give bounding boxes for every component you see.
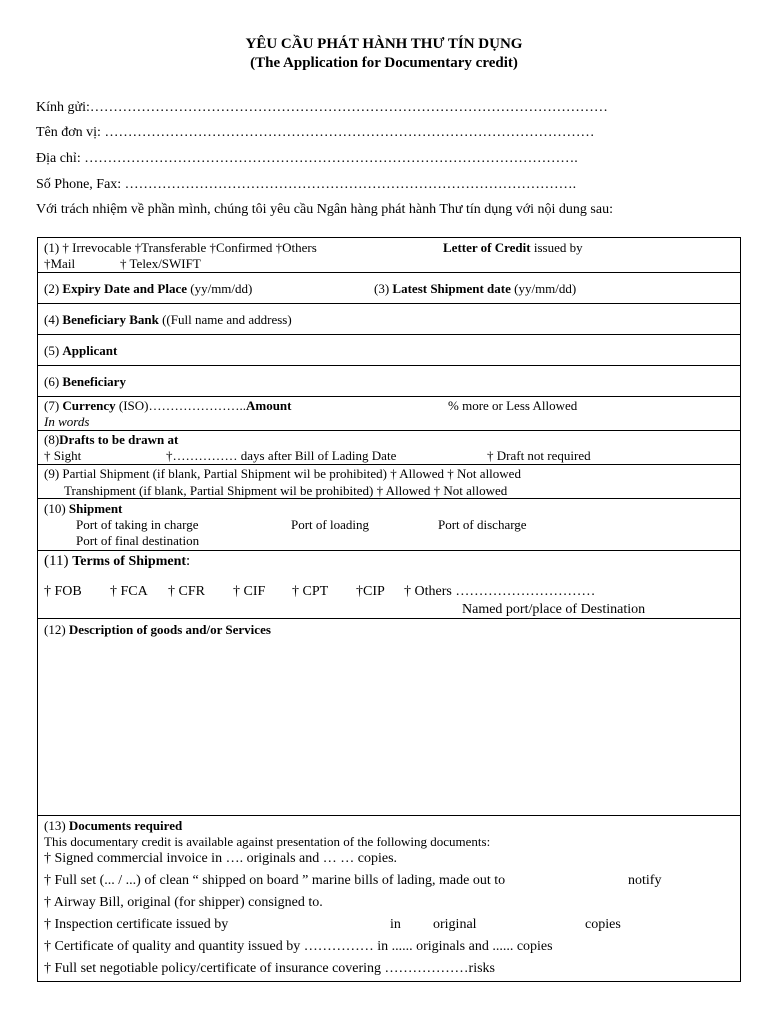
term-fca[interactable]: † FCA [110, 584, 148, 599]
form-title-vietnamese: YÊU CẦU PHÁT HÀNH THƯ TÍN DỤNG [245, 36, 523, 52]
doc-airway-bill[interactable]: † Airway Bill, original (for shipper) consigned to. [44, 895, 323, 910]
drafts-label: (8)Drafts to be drawn at [44, 432, 179, 447]
tolerance-label: % more or Less Allowed [448, 398, 578, 413]
term-cpt[interactable]: † CPT [292, 584, 329, 599]
row-documents-required [38, 816, 740, 983]
option-mail[interactable]: †Mail [44, 256, 76, 271]
row-shipment-ports [38, 499, 740, 551]
term-cip[interactable]: †CIP [356, 584, 385, 599]
row-partial-transhipment [38, 465, 740, 499]
port-taking-charge: Port of taking in charge [76, 517, 199, 532]
terms-of-shipment-label: (11) Terms of Shipment: [44, 553, 191, 569]
row-lc-type [38, 238, 740, 273]
lc-application-form [37, 237, 741, 982]
doc-inspection-copies: copies [585, 917, 621, 932]
expiry-date-label: (2) Expiry Date and Place (yy/mm/dd) [44, 281, 253, 296]
lc-issued-by-label: Letter of Credit issued by [443, 240, 583, 255]
applicant-label: (5) Applicant [44, 343, 118, 358]
intro-statement: Với trách nhiệm về phần mình, chúng tôi yêu cầu Ngân hàng phát hành Thư tín dụng với nội dung sau: [36, 202, 613, 217]
field-kinh-gui[interactable]: Kính gửi:………………………………………………………………………………………………… [36, 100, 608, 115]
latest-shipment-label: (3) Latest Shipment date (yy/mm/dd) [374, 281, 577, 296]
form-title-english: (The Application for Documentary credit) [250, 55, 518, 71]
option-days-after-bl[interactable]: †…………… days after Bill of Lading Date [166, 448, 397, 463]
row-beneficiary [38, 366, 740, 397]
transhipment-options[interactable]: Transhipment (if blank, Partial Shipment wil be prohibited) † Allowed † Not allowed [64, 483, 508, 498]
option-draft-not-required[interactable]: † Draft not required [487, 448, 591, 463]
option-telex-swift[interactable]: † Telex/SWIFT [120, 256, 201, 271]
beneficiary-label: (6) Beneficiary [44, 374, 126, 389]
field-phone-fax[interactable]: Số Phone, Fax: ……………………………………………………………………………………. [36, 177, 577, 192]
beneficiary-bank-label: (4) Beneficiary Bank ((Full name and address) [44, 312, 292, 327]
term-fob[interactable]: † FOB [44, 584, 82, 599]
row-beneficiary-bank [38, 304, 740, 335]
currency-label: (7) Currency (ISO)…………………..Amount [44, 398, 292, 413]
row-drafts [38, 431, 740, 465]
shipment-label: (10) Shipment [44, 501, 123, 516]
row-terms-of-shipment [38, 551, 740, 619]
lc-type-options[interactable]: (1) † Irrevocable †Transferable †Confirmed †Others [44, 240, 317, 255]
documents-intro: This documentary credit is available against presentation of the following documents: [44, 834, 491, 849]
doc-inspection-in: in [390, 917, 401, 932]
row-currency-amount [38, 397, 740, 431]
description-goods-label: (12) Description of goods and/or Services [44, 622, 271, 637]
doc-commercial-invoice[interactable]: † Signed commercial invoice in …. originals and … … copies. [44, 851, 398, 866]
row-expiry-shipment [38, 273, 740, 304]
doc-inspection-original: original [433, 917, 477, 932]
field-ten-don-vi[interactable]: Tên đơn vị: …………………………………………………………………………………………… [36, 125, 595, 140]
term-others[interactable]: † Others ………………………… [404, 584, 596, 599]
port-discharge: Port of discharge [438, 517, 527, 532]
port-loading: Port of loading [291, 517, 369, 532]
named-port-label: Named port/place of Destination [462, 602, 646, 617]
doc-bill-of-lading[interactable]: † Full set (... / ...) of clean “ shipped on board ” marine bills of lading, made out to [44, 873, 506, 888]
in-words-label: In words [44, 414, 90, 429]
partial-shipment-options[interactable]: (9) Partial Shipment (if blank, Partial Shipment wil be prohibited) † Allowed † Not allowed [44, 466, 521, 481]
doc-bill-of-lading-notify: notify [628, 873, 662, 888]
row-description-goods[interactable] [38, 619, 740, 816]
doc-insurance-policy[interactable]: † Full set negotiable policy/certificate of insurance covering ………………risks [44, 961, 495, 976]
field-dia-chi[interactable]: Địa chỉ: ……………………………………………………………………………………………. [36, 151, 578, 166]
row-applicant [38, 335, 740, 366]
documents-required-label: (13) Documents required [44, 818, 183, 833]
term-cif[interactable]: † CIF [233, 584, 266, 599]
option-sight[interactable]: † Sight [44, 448, 82, 463]
doc-inspection-certificate[interactable]: † Inspection certificate issued by [44, 917, 229, 932]
doc-quality-certificate[interactable]: † Certificate of quality and quantity issued by …………… in ...... originals and ...... copies [44, 939, 553, 954]
term-cfr[interactable]: † CFR [168, 584, 205, 599]
port-final-destination: Port of final destination [76, 533, 200, 548]
